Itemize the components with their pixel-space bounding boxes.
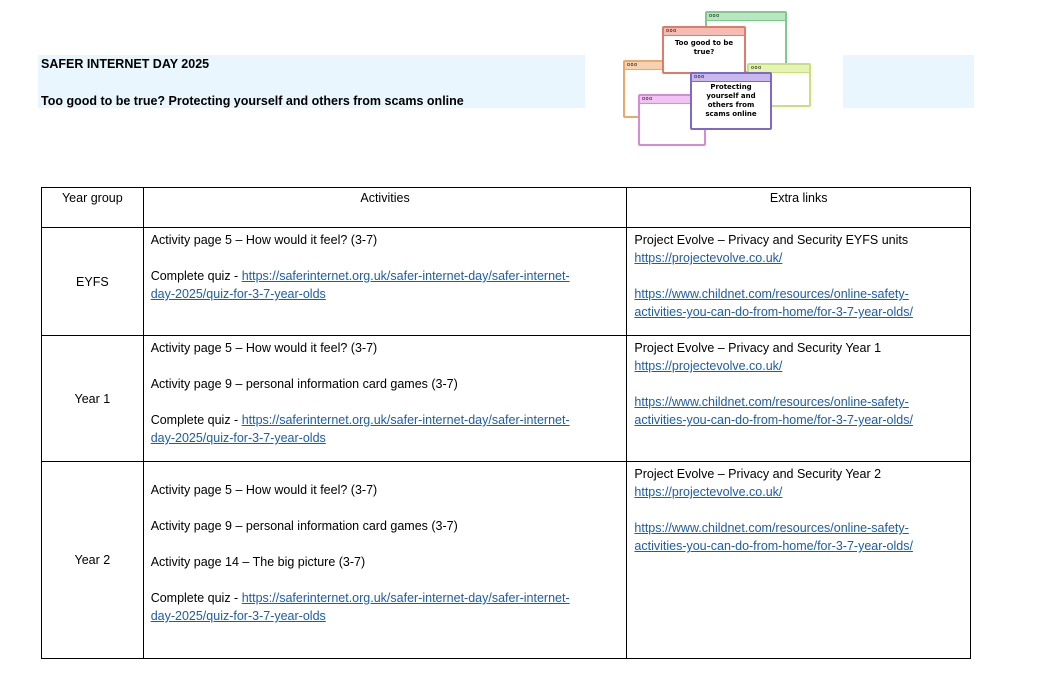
activity-item: Activity page 9 – personal information card games (3-7) xyxy=(150,519,458,533)
quiz-link[interactable]: https://saferinternet.org.uk/safer-internet-day/safer-internet- day-2025/quiz-for-3-7-year-olds xyxy=(150,269,570,301)
header-extra-links: Extra links xyxy=(627,188,971,228)
quiz-item xyxy=(151,411,620,447)
year-cell: EYFS xyxy=(42,228,144,336)
logo-window-purple: ooo Protecting yourself and others from scams online xyxy=(690,72,772,130)
page-subtitle: Too good to be true? Protecting yourself and others from scams online xyxy=(41,94,464,108)
quiz-prefix: Complete quiz - xyxy=(150,269,242,283)
quiz-prefix: Complete quiz - xyxy=(150,413,242,427)
header-activities: Activities xyxy=(143,188,627,228)
activity-item: Activity page 14 – The big picture (3-7) xyxy=(150,555,366,569)
activities-table xyxy=(41,187,971,659)
header-band-right xyxy=(843,55,974,108)
quiz-link[interactable]: https://saferinternet.org.uk/safer-internet-day/safer-internet- day-2025/quiz-for-3-7-year-olds xyxy=(150,591,570,623)
evolve-text: Project Evolve – Privacy and Security Year 2 xyxy=(634,467,882,481)
year-cell: Year 2 xyxy=(42,462,144,659)
childnet-link[interactable]: https://www.childnet.com/resources/online-safety- activities-you-can-do-from-home/for-3-7-year-olds/ xyxy=(634,395,913,427)
logo-text-protecting: Protecting yourself and others from scams online xyxy=(705,83,757,118)
childnet-link[interactable]: https://www.childnet.com/resources/online-safety- activities-you-can-do-from-home/for-3-7-year-olds/ xyxy=(634,521,913,553)
page-title: SAFER INTERNET DAY 2025 xyxy=(41,57,210,71)
evolve-link[interactable]: https://projectevolve.co.uk/ xyxy=(634,359,783,373)
activity-item: Activity page 9 – personal information card games (3-7) xyxy=(150,377,458,391)
extra-links-cell xyxy=(627,462,971,659)
evolve-text: Project Evolve – Privacy and Security Year 1 xyxy=(634,341,882,355)
evolve-link[interactable]: https://projectevolve.co.uk/ xyxy=(634,251,783,265)
evolve-link[interactable]: https://projectevolve.co.uk/ xyxy=(634,485,783,499)
header-year-group: Year group xyxy=(42,188,144,228)
logo-text-too-good: Too good to be true? xyxy=(674,39,734,56)
year-cell: Year 1 xyxy=(42,336,144,462)
logo-window-pink: ooo xyxy=(638,94,706,146)
activity-item: Activity page 5 – How would it feel? (3-7) xyxy=(150,483,378,497)
logo-window-green: ooo xyxy=(705,11,787,73)
quiz-item xyxy=(151,267,620,303)
quiz-link[interactable]: https://saferinternet.org.uk/safer-internet-day/safer-internet- day-2025/quiz-for-3-7-year-olds xyxy=(150,413,570,445)
table-row xyxy=(42,228,971,336)
logo-window-orange: ooo xyxy=(623,60,701,118)
quiz-item xyxy=(151,589,620,625)
extra-links-cell xyxy=(627,228,971,336)
childnet-link[interactable]: https://www.childnet.com/resources/online-safety- activities-you-can-do-from-home/for-3-7-year-olds/ xyxy=(634,287,913,319)
activity-item: Activity page 5 – How would it feel? (3-7) xyxy=(150,341,378,355)
activities-cell xyxy=(143,336,627,462)
logo-window-lime: ooo xyxy=(747,63,811,107)
logo-window-red: ooo Too good to be true? xyxy=(662,26,746,74)
activities-cell xyxy=(143,462,627,659)
evolve-text: Project Evolve – Privacy and Security EYFS units xyxy=(634,233,909,247)
activities-cell xyxy=(143,228,627,336)
table-header-row xyxy=(42,188,971,228)
table-row xyxy=(42,336,971,462)
table-row xyxy=(42,462,971,659)
safer-internet-day-logo xyxy=(620,8,815,150)
activity-item: Activity page 5 – How would it feel? (3-7) xyxy=(150,233,378,247)
quiz-prefix: Complete quiz - xyxy=(150,591,242,605)
extra-links-cell xyxy=(627,336,971,462)
